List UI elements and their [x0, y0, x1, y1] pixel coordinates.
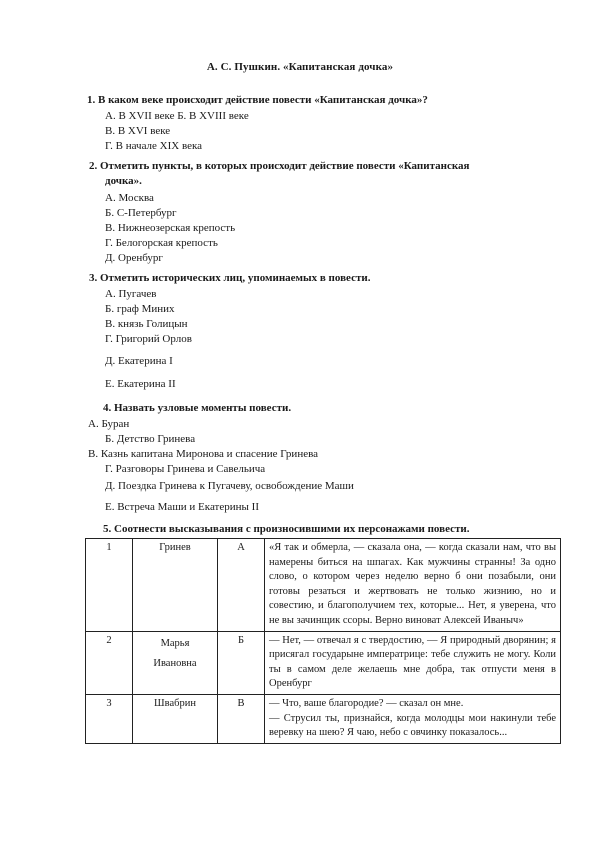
question-2-option: А. Москва: [105, 192, 154, 204]
table-row: [86, 694, 561, 743]
matching-table: [85, 538, 561, 744]
question-2-option: Д. Оренбург: [105, 252, 163, 264]
character-name: [133, 631, 218, 694]
question-3-option: Е. Екатерина II: [105, 378, 176, 390]
question-2-option: В. Нижнеозерская крепость: [105, 222, 236, 234]
question-4-option: В. Казнь капитана Миронова и спасение Гринева: [88, 448, 319, 460]
question-1-option: А. В XVII веке Б. В XVIII веке: [105, 110, 249, 122]
table-row: [86, 631, 561, 694]
quote-letter: Б: [218, 631, 265, 694]
question-2-option: Б. С-Петербург: [105, 207, 177, 219]
quote-text: [265, 694, 561, 743]
quote-letter: А: [218, 539, 265, 632]
question-2: 2. Отметить пункты, в которых происходит действие повести «Капитанская: [89, 160, 470, 172]
character-name-line: Ивановна: [153, 657, 197, 669]
question-4-option: А. Буран: [88, 418, 130, 430]
quote-line: — Что, ваше благородие? — сказал он мне.: [269, 697, 464, 709]
question-1-option: В. В XVI веке: [105, 125, 171, 137]
question-3-option: Д. Екатерина I: [105, 355, 173, 367]
row-number: 3: [86, 694, 133, 743]
question-4: 4. Назвать узловые моменты повести.: [103, 402, 292, 414]
page-title: А. С. Пушкин. «Капитанская дочка»: [206, 61, 394, 73]
question-2-continued: дочка».: [105, 175, 142, 187]
question-4-option: Г. Разговоры Гринева и Савельича: [105, 463, 266, 475]
row-number: 1: [86, 539, 133, 632]
quote-text: «Я так и обмерла, — сказала она, — когда сказали нам, что вы намерены биться на шпагах. Как мужчины странны! За одно слово, о котором через неделю верно б они позабыли, они готовы резаться и жертвовать не только жизнию, но и совестию, и благополучием тех, которые... Нет, я уверена, что не вы зачинщик ссоры. Верно виноват Алексей Иваныч»: [265, 539, 561, 632]
table-row: [86, 539, 561, 632]
character-name: Гринев: [133, 539, 218, 632]
question-2-option: Г. Белогорская крепость: [105, 237, 218, 249]
row-number: 2: [86, 631, 133, 694]
question-4-option: Е. Встреча Маши и Екатерины II: [105, 501, 259, 513]
question-3-option: В. князь Голицын: [105, 318, 188, 330]
question-3: 3. Отметить исторических лиц, упоминаемых в повести.: [89, 272, 371, 284]
character-name: Швабрин: [133, 694, 218, 743]
question-1: 1. В каком веке происходит действие повести «Капитанская дочка»?: [87, 94, 428, 106]
question-1-option: Г. В начале XIX века: [105, 140, 203, 152]
question-4-option: Д. Поездка Гринева к Пугачеву, освобождение Маши: [105, 480, 354, 492]
character-name-line: Марья: [160, 637, 190, 649]
question-3-option: А. Пугачев: [105, 288, 157, 300]
quote-line: — Струсил ты, признайся, когда молодцы мои накинули тебе веревку на шею? Я чаю, небо с овчинку показалось...: [269, 712, 556, 739]
question-3-option: Б. граф Миних: [105, 303, 175, 315]
quote-text: — Нет, — отвечал я с твердостию, — Я природный дворянин; я присягал государыне императрице: тебе служить не могу. Коли ты в самом деле желаешь мне добра, так отпусти меня в Оренбург: [265, 631, 561, 694]
question-4-option: Б. Детство Гринева: [105, 433, 196, 445]
question-5: 5. Соотнести высказывания с произносившими их персонажами повести.: [103, 523, 470, 535]
question-3-option: Г. Григорий Орлов: [105, 333, 192, 345]
quote-letter: В: [218, 694, 265, 743]
